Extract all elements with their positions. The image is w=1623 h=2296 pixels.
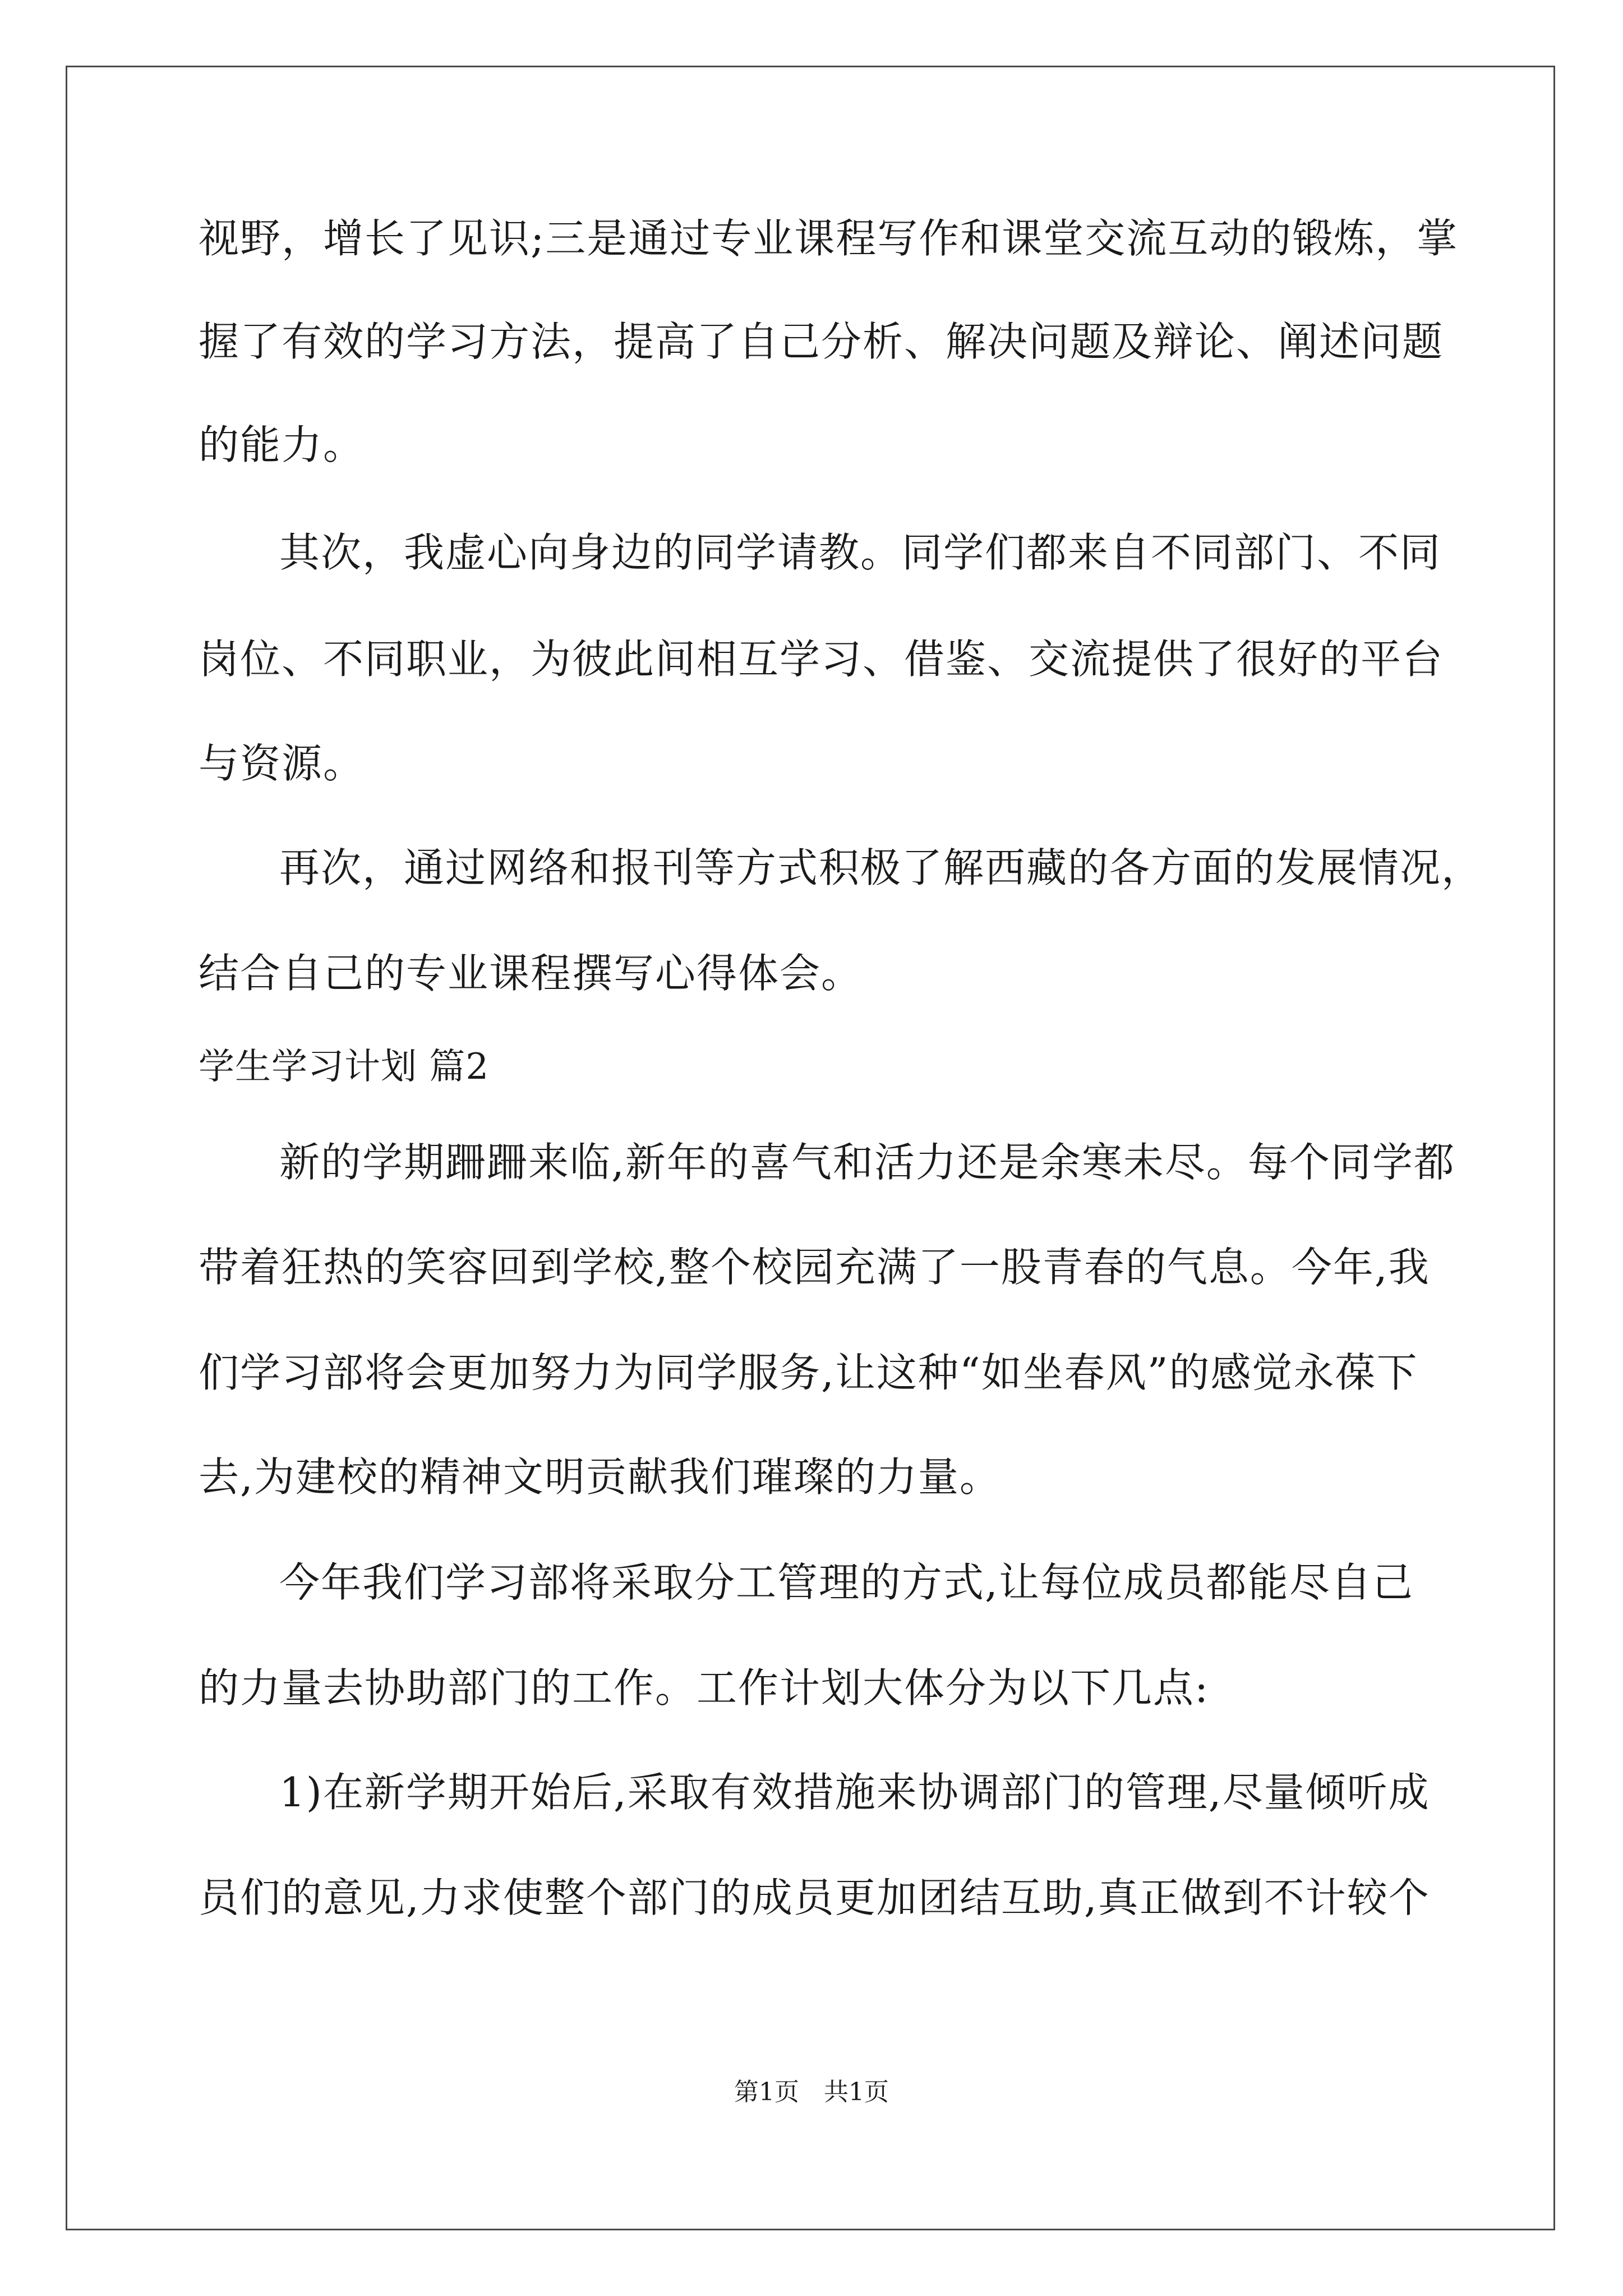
- text-line: 员们的意见,力求使整个部门的成员更加团结互助,真正做到不计较个: [199, 1874, 1430, 1921]
- text-line: 岗位、不同职业，为彼此间相互学习、借鉴、交流提供了很好的平台: [199, 636, 1444, 683]
- text-line: 1)在新学期开始后,采取有效措施来协调部门的管理,尽量倾听成: [279, 1769, 1430, 1816]
- text-line: 新的学期跚跚来临,新年的喜气和活力还是余寒未尽。每个同学都: [279, 1139, 1455, 1186]
- text-line: 结合自己的专业课程撰写心得体会。: [199, 950, 863, 997]
- text-line: 带着狂热的笑容回到学校,整个校园充满了一股青春的气息。今年,我: [199, 1244, 1430, 1291]
- page-number: 第1页 共1页: [734, 2078, 889, 2106]
- text-line: 握了有效的学习方法，提高了自己分析、解决问题及辩论、阐述问题: [199, 318, 1444, 365]
- text-line: 今年我们学习部将采取分工管理的方式,让每位成员都能尽自己: [279, 1559, 1414, 1606]
- text-line: 的能力。: [199, 421, 365, 468]
- text-line: 们学习部将会更加努力为同学服务,让这种“如坐春风”的感觉永葆下: [199, 1349, 1418, 1396]
- text-line: 去,为建校的精神文明贡献我们璀璨的力量。: [199, 1453, 1001, 1501]
- text-line: 的力量去协助部门的工作。工作计划大体分为以下几点:: [199, 1664, 1210, 1711]
- section-heading: 学生学习计划 篇2: [199, 1046, 490, 1088]
- text-line: 视野，增长了见识;三是通过专业课程写作和课堂交流互动的锻炼，掌: [199, 215, 1459, 262]
- text-line: 与资源。: [199, 740, 365, 787]
- text-line: 再次，通过网络和报刊等方式积极了解西藏的各方面的发展情况，: [279, 844, 1483, 891]
- text-line: 其次，我虚心向身边的同学请教。同学们都来自不同部门、不同: [279, 529, 1442, 576]
